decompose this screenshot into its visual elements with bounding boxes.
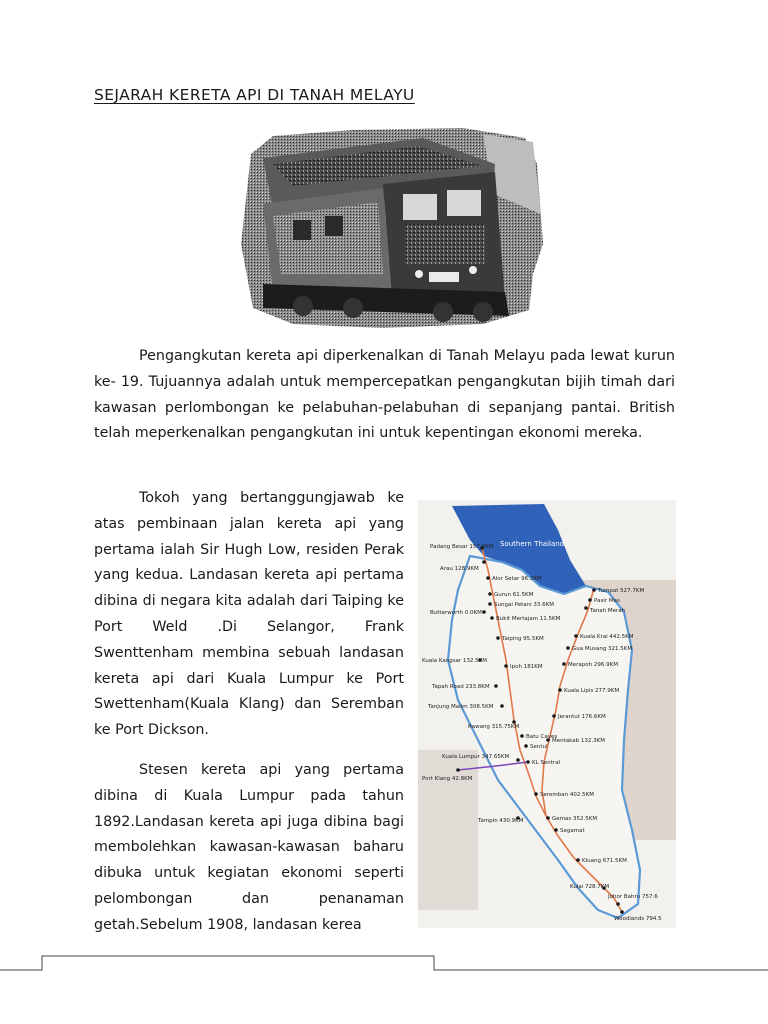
station-label: Kuala Kangsar 132.5KM: [422, 658, 488, 664]
station-label: Jerantut 176.6KM: [558, 714, 606, 720]
paragraph-first-station: [94, 758, 404, 939]
station-label: Padang Besar 157.9KM: [430, 544, 494, 550]
station-label: Port Klang 42.8KM: [422, 776, 473, 782]
railway-map: [418, 500, 676, 928]
station-label: Pasir Mas: [594, 598, 620, 604]
footer-border: [0, 954, 768, 974]
station-label: Batu Caves: [526, 734, 558, 740]
paragraph-text: Tokoh yang bertanggungjawab ke atas pembinaan jalan kereta api yang pertama ialah Sir Hugh Low, residen Perak yang kedua. Landasan kereta api pertama dibina di negara kita adalah dari Taiping ke Port Weld .Di Selangor, Frank Swenttenham membina sebuah landasan kereta api dari Kuala Lumpur ke Port Swettenham(Kuala Klang) dan Seremban ke Port Dickson.: [94, 490, 404, 739]
station-label: Taiping 95.5KM: [502, 636, 544, 642]
region-label: Southern Thailand: [500, 540, 565, 548]
station-label: Sentul: [530, 744, 548, 750]
station-label: Bukit Mertajam 11.5KM: [496, 616, 561, 622]
station-label: Kluang 671.5KM: [582, 858, 627, 864]
paragraph-text: Stesen kereta api yang pertama dibina di Kuala Lumpur pada tahun 1892.Landasan kereta api juga dibina bagi membolehkan kawasan-kawasan baharu dibuka untuk kegiatan ekonomi seperti pelombongan dan penanaman getah.Sebelum 1908, landasan kerea: [94, 762, 404, 933]
station-label: Kuala Lumpur 347.65KM: [442, 754, 510, 760]
station-label: Tampin 430.9KM: [478, 818, 524, 824]
station-label: Kuala Lipis 277.9KM: [564, 688, 620, 694]
station-label: Mentakab 132.3KM: [552, 738, 605, 744]
station-label: Kulai 728.7KM: [570, 884, 610, 890]
station-label: Tanah Merah: [590, 608, 626, 614]
locomotive-photo: [233, 124, 551, 332]
station-label: Johor Bahru 757.6: [608, 894, 658, 900]
station-label: Gua Musang 321.5KM: [572, 646, 633, 652]
station-label: Seremban 402.5KM: [540, 792, 594, 798]
station-label: Tanjung Malim 308.5KM: [428, 704, 494, 710]
station-label: Gemas 352.5KM: [552, 816, 598, 822]
station-label: KL Sentral: [532, 760, 561, 766]
paragraph-text: Pengangkutan kereta api diperkenalkan di Tanah Melayu pada lewat kurun ke- 19. Tujuannya adalah untuk mempercepatkan pengangkutan bijih timah dari kawasan perlombongan ke pelabuhan-pelabuhan di sepanjang pantai. British telah meperkenalkan pengangkutan ini untuk kepentingan ekonomi mereka.: [94, 348, 675, 442]
station-label: Ipoh 181KM: [510, 664, 543, 670]
paragraph-intro: [94, 344, 675, 447]
station-label: Sungai Petani 33.6KM: [494, 602, 554, 608]
paragraph-pioneers: [94, 486, 404, 744]
station-label: Woodlands 794.5: [614, 916, 662, 922]
station-label: Butterworth 0.0KM: [430, 610, 482, 616]
station-label: Rawang 315.75KM: [468, 724, 520, 730]
station-label: Segamat: [560, 828, 585, 834]
station-label: Tumpat 527.7KM: [598, 588, 645, 594]
station-label: Merapoh 296.9KM: [568, 662, 618, 668]
station-label: Gurun 61.5KM: [494, 592, 534, 598]
station-label: Alor Setar 96.3KM: [492, 576, 542, 582]
page-title: SEJARAH KERETA API DI TANAH MELAYU: [94, 86, 415, 104]
station-label: Tapah Road 233.8KM: [432, 684, 490, 690]
station-label: Kuala Krai 442.5KM: [580, 634, 634, 640]
station-label: Arau 128.9KM: [440, 566, 479, 572]
